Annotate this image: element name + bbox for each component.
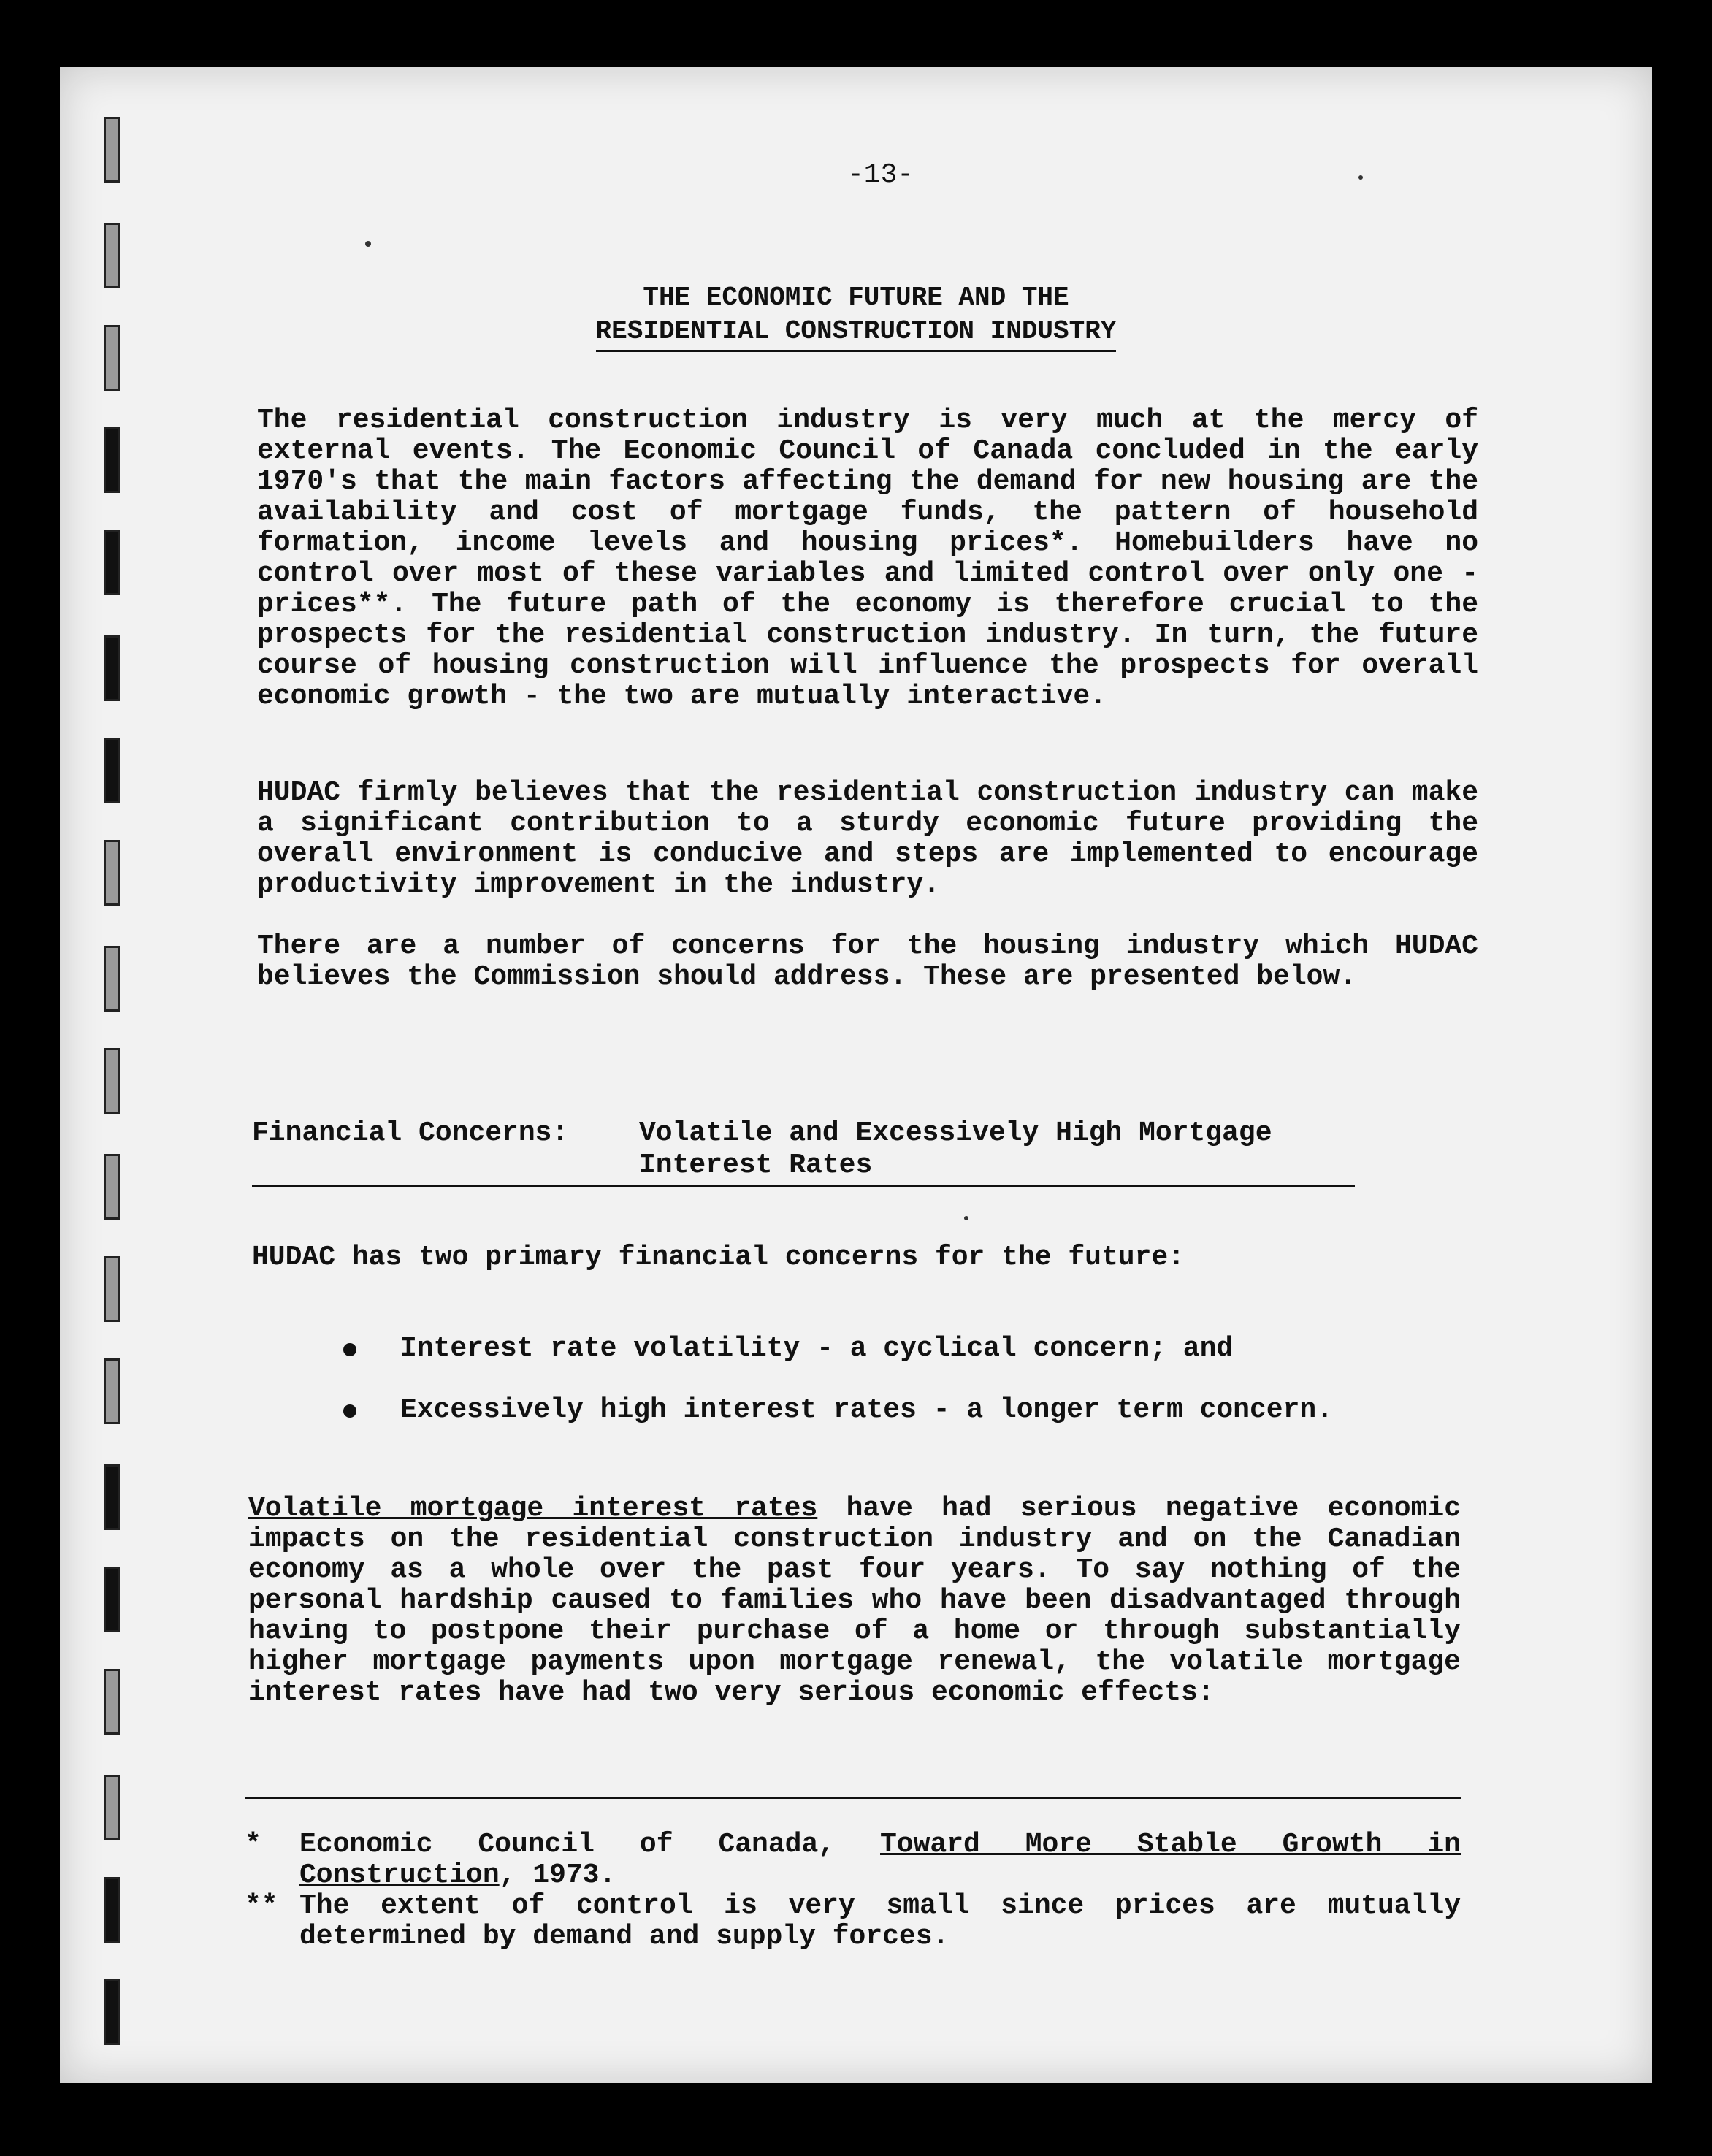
binding-hole	[104, 1358, 120, 1424]
title-line-1: THE ECONOMIC FUTURE AND THE	[643, 283, 1069, 313]
paragraph-1: The residential construction industry is very much at the mercy of external events. The Economic Council of Canada concluded in the early 1970's that the main factors affecting the demand for new housing are the availability and cost of mortgage funds, the pattern of household formation, income levels and housing prices*. Homebuilders have no control over most of these variables and limited control over only one - prices**. The future path of the economy is therefore crucial to the prospects for the residential construction industry. In turn, the future course of housing construction will influence the prospects for overall economic growth - the two are mutually interactive.	[257, 405, 1478, 712]
section-label: Financial Concerns:	[252, 1117, 569, 1149]
binding-hole	[104, 1256, 120, 1322]
document-page	[60, 67, 1652, 2083]
bullet-icon	[343, 1343, 356, 1356]
footnote-mark: **	[245, 1890, 278, 1922]
bullet-list	[343, 1333, 1475, 1456]
paragraph-2: HUDAC firmly believes that the residential construction industry can make a significant contribution to a sturdy economic future providing the overall environment is conducive and steps are implemented to encourage productivity improvement in the industry.	[257, 777, 1478, 901]
list-item	[343, 1394, 1475, 1425]
binding-hole	[104, 223, 120, 288]
page-number: -13-	[847, 159, 914, 191]
binding-hole	[104, 635, 120, 701]
list-item	[343, 1333, 1475, 1364]
section-title: Volatile and Excessively High Mortgage Interest Rates	[639, 1117, 1272, 1181]
footnote-divider	[245, 1797, 1461, 1799]
footnote	[245, 1891, 1461, 1952]
binding-hole	[104, 427, 120, 493]
footnote	[245, 1830, 1461, 1891]
binding-hole	[104, 1048, 120, 1114]
scan-speck	[964, 1216, 968, 1220]
binding-hole	[104, 946, 120, 1012]
bullet-text: Interest rate volatility - a cyclical concern; and	[400, 1333, 1234, 1364]
binding-hole	[104, 117, 120, 183]
binding-hole	[104, 1979, 120, 2045]
binding-hole	[104, 1669, 120, 1735]
bullet-icon	[343, 1404, 356, 1418]
paragraph-4	[248, 1494, 1461, 1708]
scan-speck	[365, 241, 371, 247]
footnote-year: , 1973.	[499, 1859, 616, 1891]
section-heading	[252, 1117, 1355, 1187]
paragraph-4-body: have had serious negative economic impacts on the residential construction industry and on the Canadian economy as a whole over the past four years. To say nothing of the personal hardship caused to families who have been disadvantaged through having to postpone their purchase of a home or through substantially higher mortgage payments upon mortgage renewal, the volatile mortgage interest rates have had two very serious economic effects:	[248, 1493, 1461, 1708]
binding-hole	[104, 1775, 120, 1840]
binding-hole	[104, 840, 120, 906]
binding-hole	[104, 1154, 120, 1220]
footnote-mark: *	[245, 1829, 261, 1860]
paragraph-4-lead: Volatile mortgage interest rates	[248, 1493, 818, 1524]
paragraph-3: There are a number of concerns for the housing industry which HUDAC believes the Commission should address. These are presented below.	[257, 930, 1478, 993]
footnote-text: The extent of control is very small since prices are mutually determined by demand and supply forces.	[299, 1890, 1461, 1952]
footnotes	[245, 1830, 1461, 1952]
binding-hole	[104, 738, 120, 803]
page-title	[0, 281, 1712, 352]
binding-hole	[104, 1464, 120, 1530]
scan-speck	[1358, 175, 1363, 180]
bullet-text: Excessively high interest rates - a longer term concern.	[400, 1394, 1334, 1426]
bullets-intro: HUDAC has two primary financial concerns for the future:	[252, 1242, 1185, 1273]
footnote-source: Economic Council of Canada,	[299, 1829, 880, 1860]
binding-hole	[104, 530, 120, 595]
binding-hole	[104, 1567, 120, 1632]
binding-hole	[104, 1877, 120, 1943]
footnote-citation: Toward More Stable Growth in Construction	[299, 1829, 1461, 1891]
title-line-2: RESIDENTIAL CONSTRUCTION INDUSTRY	[596, 315, 1117, 352]
